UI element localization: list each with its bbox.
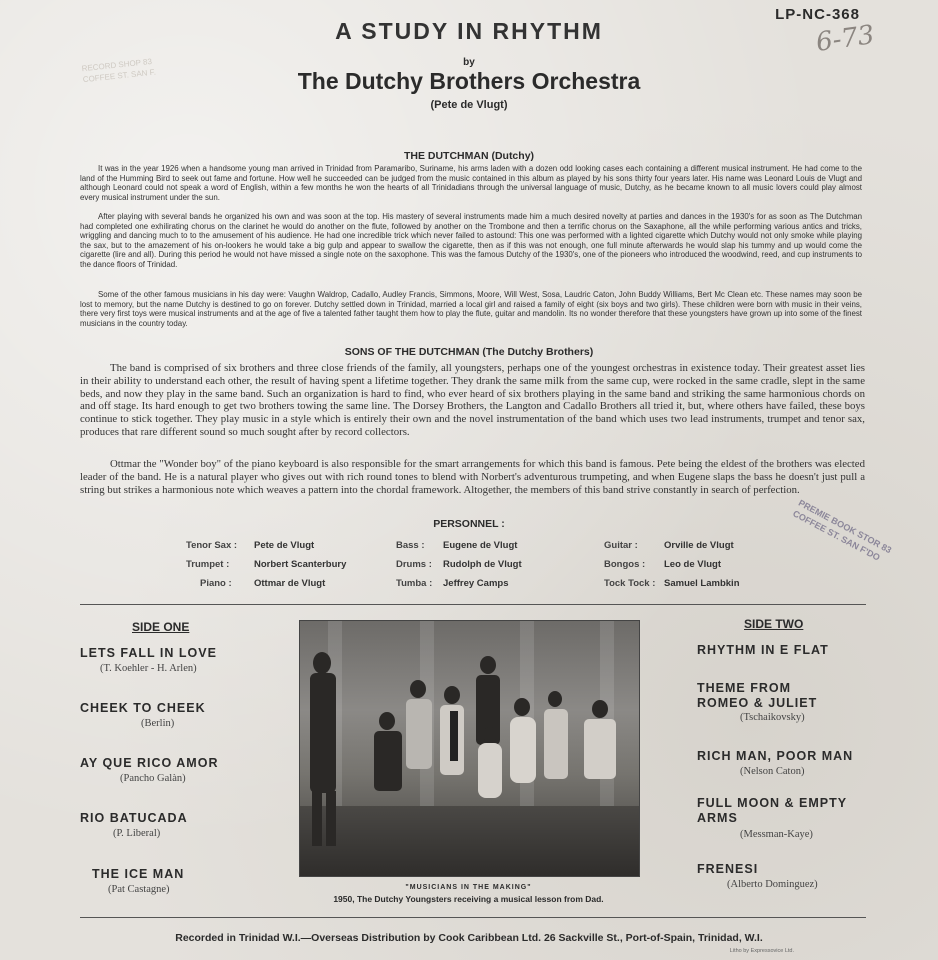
track-title: THE ICE MAN xyxy=(92,867,185,881)
personnel-role: Tenor Sax : xyxy=(186,540,238,551)
track-composer: (Messman-Kaye) xyxy=(740,829,813,840)
orchestra-name: The Dutchy Brothers Orchestra xyxy=(297,68,641,94)
track-composer: (Nelson Caton) xyxy=(740,766,805,777)
by-line: by xyxy=(463,57,475,68)
track-title: RHYTHM IN E FLAT xyxy=(697,643,829,657)
divider-top xyxy=(80,604,866,605)
personnel-name: Ottmar de Vlugt xyxy=(254,578,326,589)
personnel-name: Norbert Scanterbury xyxy=(254,559,347,570)
personnel-role: Piano : xyxy=(200,578,232,589)
personnel-role: Guitar : xyxy=(604,540,638,551)
track-composer: (Berlin) xyxy=(141,718,175,729)
personnel-role: Trumpet : xyxy=(186,559,230,570)
track-title: FRENESI xyxy=(697,862,759,876)
track-composer: (T. Koehler - H. Arlen) xyxy=(100,663,197,674)
personnel-role: Bass : xyxy=(396,540,425,551)
faded-shop-stamp: RECORD SHOP 83 COFFEE ST. SAN F. xyxy=(81,56,157,85)
personnel-name: Eugene de Vlugt xyxy=(443,540,518,551)
personnel-role: Drums : xyxy=(396,559,432,570)
track-composer: (Tschaikovsky) xyxy=(740,712,805,723)
personnel-role: Tock Tock : xyxy=(604,578,656,589)
side-two-heading: SIDE TWO xyxy=(744,617,804,631)
sons-paragraph-2: Ottmar the "Wonder boy" of the piano keyboard is also responsible for the smart arrangements for which this band is famous. Pete being the eldest of the brothers was elected leader of the band. He is a natural player who gives out with rich round tones to blend with Norbert's adventurous trumpeting, and when Eugene slaps the bass he doesn't just pull a string but strikes a harmonious note which weaves a pattern into the chordal framework. Altogether, the members of this band strive constantly in search of perfection. xyxy=(80,458,865,496)
dutchman-paragraph-1: It was in the year 1926 when a handsome young man arrived in Trinidad from Paramaribo, Suriname, his arms laden with a dozen odd looking cases each containing a different musical instrument. He had come to the land of the Humming Bird to seek out fame and fortune. How well he succeeded can be judged from the music contained in this album as played by his sons thirty four years later. His name was Leonard Louis de Vlugt and although Leonard could not speak a word of English, within a few months he won the hearts of all Trinidadians through the universal language of music, Dutchy, as he became known to all music lovers could play almost every musical instrument under the sun. xyxy=(80,164,862,202)
personnel-name: Samuel Lambkin xyxy=(664,578,740,589)
photo-caption: 1950, The Dutchy Youngsters receiving a musical lesson from Dad. xyxy=(333,894,604,904)
band-photo xyxy=(299,620,640,877)
personnel-name: Rudolph de Vlugt xyxy=(443,559,522,570)
dutchman-paragraph-2: After playing with several bands he organized his own and was soon at the top. His mastery of several instruments made him a much desired novelty at parties and dances in the 1930's for as soon as The Dutchman had completed one exhilirating chorus on the clarinet he would do another on the flute, followed by another on the Trombone and then a terrific chorus on the Saxaphone, all the while performing various antics and tricks, wriggling and dancing much to to the amusement of his audience. He had one incredible trick which never failed to astound: This one was performed with a lighted cigarette which Dutchy would not only smoke while playing the sax, but to the amazement of his on-lookers he would take a big gulp and appear to swallow the cigarette, then as if this was not enough, one full minute afterwards he would slap his tummy and up would come the cigarette (lire and all). During this period he would not have missed a single note on the saxophone. This was the famous Dutchy of the 1930's, one of the pioneers who introduced the woodwind, reed, and cup instruments to the dance floors of Trinidad. xyxy=(80,212,862,269)
personnel-role: Tumba : xyxy=(396,578,433,589)
catalog-number: LP-NC-368 xyxy=(775,6,860,23)
personnel-name: Jeffrey Camps xyxy=(443,578,509,589)
dutchman-heading: THE DUTCHMAN (Dutchy) xyxy=(403,150,535,162)
divider-bottom xyxy=(80,917,866,918)
sons-heading: SONS OF THE DUTCHMAN (The Dutchy Brothers) xyxy=(344,346,594,358)
track-composer: (P. Liberal) xyxy=(113,828,161,839)
track-title: THEME FROM ROMEO & JULIET xyxy=(697,681,818,710)
side-one-heading: SIDE ONE xyxy=(132,620,190,634)
track-title: RIO BATUCADA xyxy=(80,811,188,825)
album-title: A STUDY IN RHYTHM xyxy=(335,18,603,44)
personnel-name: Pete de Vlugt xyxy=(254,540,315,551)
track-title: AY QUE RICO AMOR xyxy=(80,756,219,770)
handwritten-note: 6-73 xyxy=(813,20,876,58)
printer-credit: Litho by Expressovice Ltd. xyxy=(729,948,794,954)
personnel-name: Orville de Vlugt xyxy=(664,540,734,551)
band-silhouettes xyxy=(300,621,639,876)
dutchman-paragraph-3: Some of the other famous musicians in his day were: Vaughn Waldrop, Cadallo, Audley Francis, Simmons, Moore, Will West, Sosa, Laudric Caton, John Buddy Williams, Bert Mc Clean etc. These names may soon be lost to memory, but the name Dutchy is destined to go on forever. Dutchy settled down in Trinidad, married a local girl and raised a family of eight (six boys and two girls). These children were born with music in their veins, there very first toys were musical instruments and at the age of five a talented father taught them how to play the flute, guitar and mandolin. Its no wonder therefore that these youngsters have grown up into some of the finest musicians in the country today. xyxy=(80,290,862,328)
track-composer: (Pat Castagne) xyxy=(108,884,170,895)
shop-stamp: PREMIE BOOK STOR 83 COFFEE ST. SAN F'DO xyxy=(791,497,894,563)
photo-caption-title: "MUSICIANS IN THE MAKING" xyxy=(405,884,532,891)
track-composer: (Alberto Dominguez) xyxy=(727,879,818,890)
track-title: RICH MAN, POOR MAN xyxy=(697,749,854,763)
track-title: LETS FALL IN LOVE xyxy=(80,646,217,660)
track-title: FULL MOON & EMPTY ARMS xyxy=(697,796,847,825)
distribution-footer: Recorded in Trinidad W.I.—Overseas Distribution by Cook Caribbean Ltd. 26 Sackville St., Port-of-Spain, Trinidad, W.I. xyxy=(175,932,763,944)
track-composer: (Pancho Galàn) xyxy=(120,773,186,784)
personnel-name: Leo de Vlugt xyxy=(664,559,721,570)
sons-paragraph-1: The band is comprised of six brothers and three close friends of the family, all youngsters, perhaps one of the youngest orchestras in existence today. Their greatest asset lies in their ability to understand each other, the result of having spent a lifetime together. They drank the same milk from the same cup, were rocked in the same cradle, slept in the same beds, and now they play in the same band. Such an organization is hard to find, who ever heard of six brothers playing in the same band and striking the same harmonious chords on and off stage. Its hard enough to get two brothers towing the same line. The Dorsey Brothers, the Langton and Cadallo Brothers all tried it, but, where others have failed, these boys continue to stick together. They play music in a style which is entirely their own and the novel instrumentation of the band which uses two lead instruments, trumpet and tenor sax, produces that rare different sound so much sought after by record collectors. xyxy=(80,362,865,438)
personnel-heading: PERSONNEL : xyxy=(433,518,505,530)
personnel-role: Bongos : xyxy=(604,559,646,570)
track-title: CHEEK TO CHEEK xyxy=(80,701,206,715)
conductor-name: (Pete de Vlugt) xyxy=(430,99,508,111)
